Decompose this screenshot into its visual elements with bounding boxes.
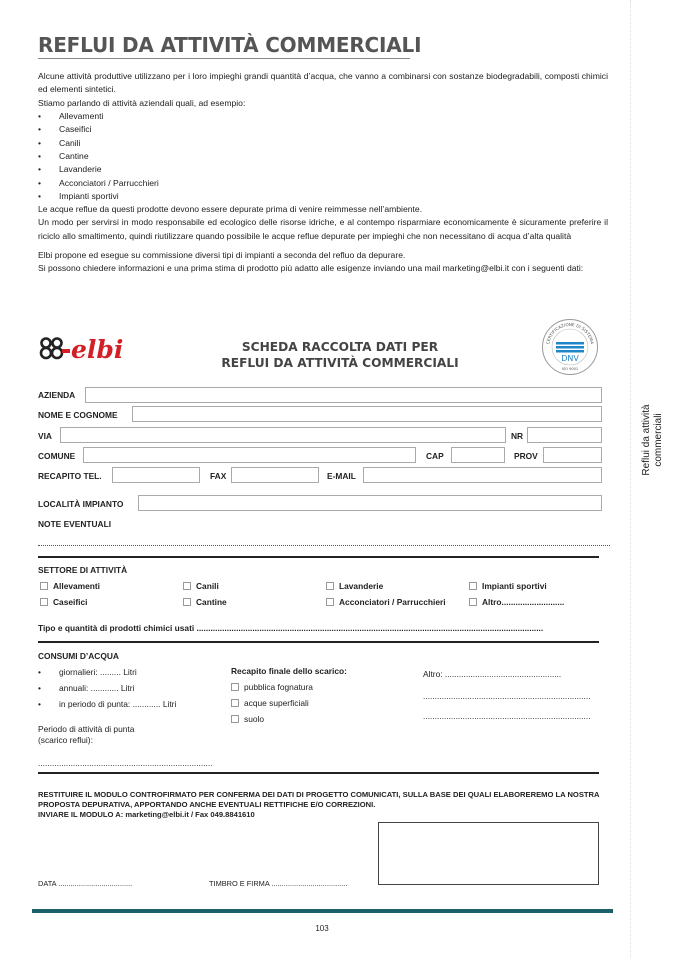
altro-line-1[interactable]: ........................................................................	[423, 691, 591, 701]
label-tel: RECAPITO TEL.	[38, 471, 102, 481]
send-to-text: INVIARE IL MODULO A: marketing@elbi.it / Fax 049.8841610	[38, 809, 255, 819]
list-item: • Acconciatori / Parrucchieri	[38, 177, 608, 190]
checkbox-altro[interactable]: Altro...........................	[469, 596, 564, 609]
margin-guide	[630, 0, 631, 958]
checkbox-caseifici[interactable]: Caseifici	[40, 596, 87, 609]
sidebar-line-2: commerciali	[653, 413, 664, 467]
activity-list	[38, 110, 608, 203]
periodo-label-2: (scarico reflui):	[38, 735, 93, 745]
label-fax: FAX	[210, 471, 227, 481]
section-divider	[38, 641, 599, 643]
intro-p2: Stiamo parlando di attività aziendali quali, ad esempio:	[38, 97, 246, 108]
list-item: • Allevamenti	[38, 110, 608, 123]
chimici-field[interactable]: Tipo e quantità di prodotti chimici usati .....................................................................................................................................................	[38, 623, 544, 633]
label-nome: NOME E COGNOME	[38, 410, 118, 420]
form-title-line1: SCHEDA RACCOLTA DATI PER	[241, 340, 439, 354]
consumi-giornalieri[interactable]: • giornalieri: ......... Litri	[38, 666, 137, 679]
list-item: • Cantine	[38, 150, 608, 163]
label-nr: NR	[511, 431, 524, 441]
section-sidebar	[633, 376, 673, 516]
list-item: • Impianti sportivi	[38, 190, 608, 203]
checkbox-allevamenti[interactable]: Allevamenti	[40, 580, 100, 593]
intro-p6: Si possono chiedere informazioni e una prima stima di prodotto più adatto alle esigenze inviando una mail marketing@elbi.it con i seguenti dati:	[38, 263, 584, 274]
label-via: VIA	[38, 431, 52, 441]
seal-ring-text: CERTIFICAZIONE DI SISTEMA	[545, 321, 595, 345]
return-instructions	[38, 790, 603, 820]
elbi-logo	[38, 333, 142, 363]
title-underline	[38, 58, 410, 59]
intro-p5: Elbi propone ed esegue su commissione diversi tipi di impianti a seconda del refluo da depurare.	[38, 250, 406, 261]
fax-field[interactable]	[231, 467, 319, 483]
intro-p1: Alcune attività produttive utilizzano per i loro impieghi grandi quantità d’acqua, che vanno a combinarsi con sostanze biodegradabili, composti chimici ed elementi sintetici.	[38, 71, 608, 95]
altro-line-2[interactable]: ........................................................................	[423, 711, 591, 721]
email-field[interactable]	[363, 467, 602, 483]
list-item: • Lavanderie	[38, 163, 608, 176]
seal-brand: DNV	[561, 354, 579, 363]
stamp-signature-box[interactable]	[378, 822, 599, 885]
consumi-annuali[interactable]: • annuali: ............ Litri	[38, 682, 134, 695]
list-item: • Caseifici	[38, 123, 608, 136]
page-title: REFLUI DA ATTIVITÀ COMMERCIALI	[38, 33, 422, 57]
section-divider	[38, 772, 599, 774]
label-note: NOTE EVENTUALI	[38, 519, 112, 529]
periodo-label-1: Periodo di attività di punta	[38, 724, 135, 734]
date-field[interactable]: DATA ....................................	[38, 879, 133, 888]
label-comune: COMUNE	[38, 451, 76, 461]
page-number: 103	[315, 924, 329, 933]
cap-field[interactable]	[451, 447, 505, 463]
label-cap: CAP	[426, 451, 444, 461]
checkbox-lavanderie[interactable]: Lavanderie	[326, 580, 383, 593]
sidebar-line-1: Reflui da attività	[641, 404, 652, 476]
prov-field[interactable]	[543, 447, 602, 463]
return-instructions-text: RESTITUIRE IL MODULO CONTROFIRMATO PER CONFERMA DEI DATI DI PROGETTO COMUNICATI, SULLA BASE DEI QUALI ELABOREREMO LA NOSTRA PROPOSTA DEPURATIVA, APPORTANDO ANCHE EVENTUALI RETTIFICHE E/O CORREZIONI.	[38, 790, 600, 809]
settore-title: SETTORE DI ATTIVITÀ	[38, 565, 128, 575]
checkbox-suolo[interactable]: suolo	[231, 713, 264, 726]
comune-field[interactable]	[83, 447, 416, 463]
footer-bar	[32, 909, 613, 913]
intro-p3: Le acque reflue da questi prodotte devono essere depurate prima di venire reimmesse nell’ambiente.	[38, 204, 423, 215]
sidebar-label	[641, 370, 665, 510]
localita-field[interactable]	[138, 495, 602, 511]
logo-text: elbi	[71, 335, 124, 363]
note-line[interactable]	[38, 545, 610, 546]
form-title-line2: REFLUI DA ATTIVITÀ COMMERCIALI	[221, 355, 459, 370]
azienda-field[interactable]	[85, 387, 602, 403]
dnv-certification-seal	[541, 318, 599, 376]
consumi-punta[interactable]: • in periodo di punta: ............ Litri	[38, 698, 176, 711]
checkbox-acconciatori[interactable]: Acconciatori / Parrucchieri	[326, 596, 446, 609]
checkbox-impianti-sportivi[interactable]: Impianti sportivi	[469, 580, 547, 593]
seal-standard: ISO 9001	[561, 367, 579, 371]
checkbox-pubblica-fognatura[interactable]: pubblica fognatura	[231, 681, 313, 694]
label-email: E-MAIL	[327, 471, 356, 481]
intro-p4: Un modo per servirsi in modo responsabile ed ecologico delle risorse idriche, e al contempo risparmiare economicamente è sicuramente preferire il riciclo allo smaltimento, quindi riutilizzare quando possibile le acque reflue depurate per impieghi che non necessitano di acqua d’alta qualità	[38, 217, 608, 241]
tel-field[interactable]	[112, 467, 200, 483]
altro-field[interactable]: Altro: ..................................................	[423, 669, 562, 679]
label-localita: LOCALITÀ IMPIANTO	[38, 499, 124, 509]
recapito-title: Recapito finale dello scarico:	[231, 666, 347, 676]
label-azienda: AZIENDA	[38, 390, 76, 400]
checkbox-acque-superficiali[interactable]: acque superficiali	[231, 697, 309, 710]
form-title	[185, 340, 495, 372]
svg-text:CERTIFICAZIONE DI SISTEMA QUAL	[541, 318, 595, 346]
via-field[interactable]	[60, 427, 506, 443]
section-divider	[38, 556, 599, 558]
label-prov: PROV	[514, 451, 538, 461]
intro-text	[38, 70, 608, 276]
consumi-title: CONSUMI D’ACQUA	[38, 651, 119, 661]
nome-field[interactable]	[132, 406, 602, 422]
nr-field[interactable]	[527, 427, 602, 443]
periodo-field[interactable]: ...........................................................................	[38, 758, 213, 768]
checkbox-cantine[interactable]: Cantine	[183, 596, 227, 609]
list-item: • Canili	[38, 137, 608, 150]
checkbox-canili[interactable]: Canili	[183, 580, 219, 593]
signature-field[interactable]: TIMBRO E FIRMA .....................................	[209, 879, 348, 888]
